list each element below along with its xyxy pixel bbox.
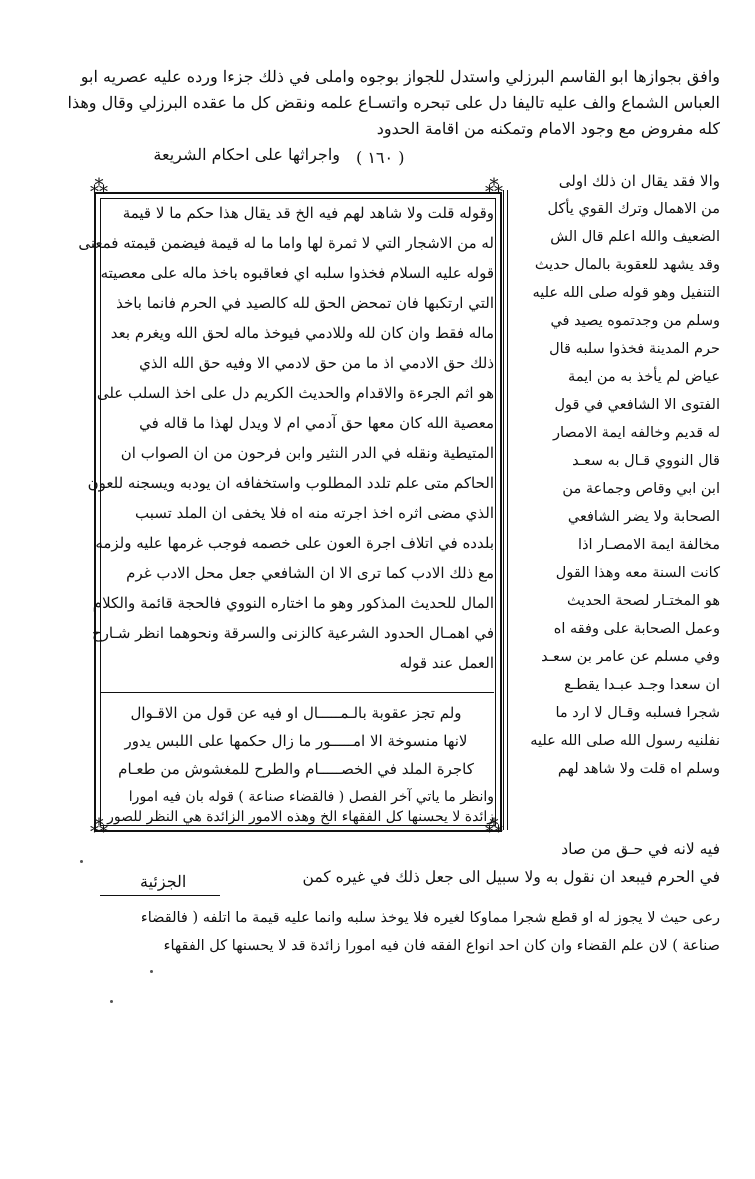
verse-line: ولم تجز عقوبة بالـمـــــال او فيه عن قول من الاقـوال: [130, 704, 462, 722]
right-col-line: الضعيف والله اعلم قال الش: [550, 229, 720, 245]
right-col-line: قال النووي قـال به سعـد: [572, 453, 720, 469]
left-col-line: زائدة لا يحسنها كل الفقهاء الخ وهذه الامور الزائدة هي النظر للصور: [107, 809, 494, 825]
footnote-line: رعى حيث لا يجوز له او قطع شجرا مماوكا لغيره فلا يوخذ سلبه وانما عليه قيمة ما اتلفه ( فالقضاء: [140, 910, 720, 926]
left-col-line: بلدده في اتلاف اجرة العون على خصمه فوجب غرمها عليه ولزمه: [95, 534, 494, 552]
footnote-line: صناعة ) لان علم القضاء وان كان احد انواع الفقه فان فيه امورا زائدة قد لا يحسنها كل الفقهاء: [163, 938, 720, 954]
left-col-line: في اهمـال الحدود الشرعية كالزنى والسرقة ونحوهما انظر شـارح: [91, 624, 494, 642]
left-col-line: ذلك حق الادمي اذ ما من حق لادمي الا وفيه حق الله الذي: [139, 354, 494, 372]
speck: [110, 1000, 113, 1003]
right-col-line: وسلم من وجدتموه يصيد في: [550, 313, 720, 329]
speck: [150, 970, 153, 973]
left-col-line: له من الاشجار التي لا ثمرة لها واما ما له قيمة فيضمن قيمته فمعنى: [78, 234, 494, 252]
footnote-rule: [100, 895, 220, 896]
left-col-line: وانظر ما ياتي آخر الفصل ( فالقضاء صناعة ) قوله بان فيه امورا: [128, 789, 494, 805]
right-col-line: من الاهمال وترك القوي يأكل: [547, 201, 720, 217]
verse-line: كاجرة الملد في الخصـــــام والطرح للمغشوش من طعـام: [118, 760, 474, 778]
right-col-line: وقد يشهد للعقوبة بالمال حديث: [534, 257, 720, 273]
right-col-line: التنفيل وهو قوله صلى الله عليه: [532, 285, 720, 301]
speck: [80, 860, 83, 863]
right-col-line: وسلم اه قلت ولا شاهد لهم: [557, 761, 720, 777]
right-col-line: مخالفة ايمة الامصـار اذا: [578, 537, 720, 553]
left-col-line: مع ذلك الادب كما ترى الا ان الشافعي جعل محل الادب غرم: [126, 564, 494, 582]
right-col-line: كانت السنة معه وهذا القول: [555, 565, 720, 581]
left-col-line: ماله فقط وان كان لله وللادمي فيوخذ ماله لحق الله ويغرم بعد: [110, 324, 494, 342]
left-col-line: العمل عند قوله: [399, 654, 494, 672]
right-col-line: له قديم وخالفه ايمة الامصار: [552, 425, 720, 441]
ornament-icon: ⁂: [485, 176, 503, 197]
left-col-line: معصية الله كان معها حق آدمي ام لا ويدل لهذا ما قاله في: [139, 414, 494, 432]
left-col-line: الذي مضى اثره اخذ اجرته منه اه فلا يخفى ان الملد تسبب: [134, 504, 494, 522]
left-col-line: الحاكم متى علم تلدد المطلوب واستخفافه ان يودبه ويسجنه للعون: [87, 474, 494, 492]
right-col-line: الفتوى الا الشافعي في قول: [554, 397, 720, 413]
right-col-line: ان سعدا وجـد عبـدا يقطـع: [564, 677, 720, 693]
ornament-icon: ⁂: [90, 176, 108, 197]
right-col-line: هو المختـار لصحة الحديث: [566, 593, 720, 609]
right-col-line: نفلنيه رسول الله صلى الله عليه: [530, 733, 720, 749]
text-line: العباس الشماع والف عليه تاليفا دل على تبحره واتسـاع علمه ونقض كل ما عقده البرزلي وقال وهذا: [67, 93, 720, 112]
right-col-line: حرم المدينة فخذوا سلبه قال: [549, 341, 720, 357]
text-line: واجراثها على احكام الشريعة: [153, 145, 340, 164]
right-col-line: والا فقد يقال ان ذلك اولى: [558, 172, 720, 190]
left-col-line: هو اثم الجرءة والاقدام والحديث الكريم دل على اخذ السلب على: [96, 384, 494, 402]
left-col-line: وقوله قلت ولا شاهد لهم فيه الخ قد يقال هذا حكم ما لا قيمة: [122, 204, 494, 222]
ornament-icon: ⁂: [90, 816, 108, 837]
text-line: في الحرم فيبعد ان نقول به ولا سبيل الى جعل ذلك في غيره كمن: [302, 868, 720, 886]
page-number: ( ١٦٠ ): [356, 148, 405, 167]
left-col-line: المتيطية ونقله في الدر النثير وابن فرحون من ان الصواب ان: [120, 444, 494, 462]
ornament-icon: ⁂: [485, 816, 503, 837]
right-col-line: عياض لم يأخذ به من ايمة: [568, 369, 720, 385]
text-line: كله مفروض مع وجود الامام وتمكنه من اقامة الحدود: [376, 119, 720, 138]
text-line: وافق بجوازها ابو القاسم البرزلي واستدل للجواز بوجوه واملى في ذلك جزءا ورده عليه عصريه ابو: [80, 67, 720, 86]
verse-line: لانها منسوخة الا امـــــور ما زال حكمها على اللبس يدور: [124, 732, 468, 750]
right-col-line: الصحابة ولا يضر الشافعي: [567, 509, 720, 525]
text-line: فيه لانه في حـق من صاد: [561, 840, 720, 858]
right-col-line: وعمل الصحابة على وفقه اه: [553, 621, 720, 637]
right-col-line: وفي مسلم عن عامر بن سعـد: [541, 649, 720, 665]
right-col-line: شجرا فسلبه وقـال لا ارد ما: [555, 705, 720, 721]
left-col-line: المال للحديث المذكور وهو ما اختاره النووي فالحجة قائمة والكلام: [92, 594, 494, 612]
footnote-label: الجزئية: [140, 872, 187, 891]
right-col-line: ابن ابي وقاص وجماعة من: [562, 481, 720, 497]
left-col-line: التي ارتكبها فان تمحض الحق لله كالصيد في الحرم فانما باخذ: [116, 294, 494, 312]
left-col-line: قوله عليه السلام فخذوا سلبه اي فعاقبوه باخذ ماله على معصيته: [100, 264, 494, 282]
